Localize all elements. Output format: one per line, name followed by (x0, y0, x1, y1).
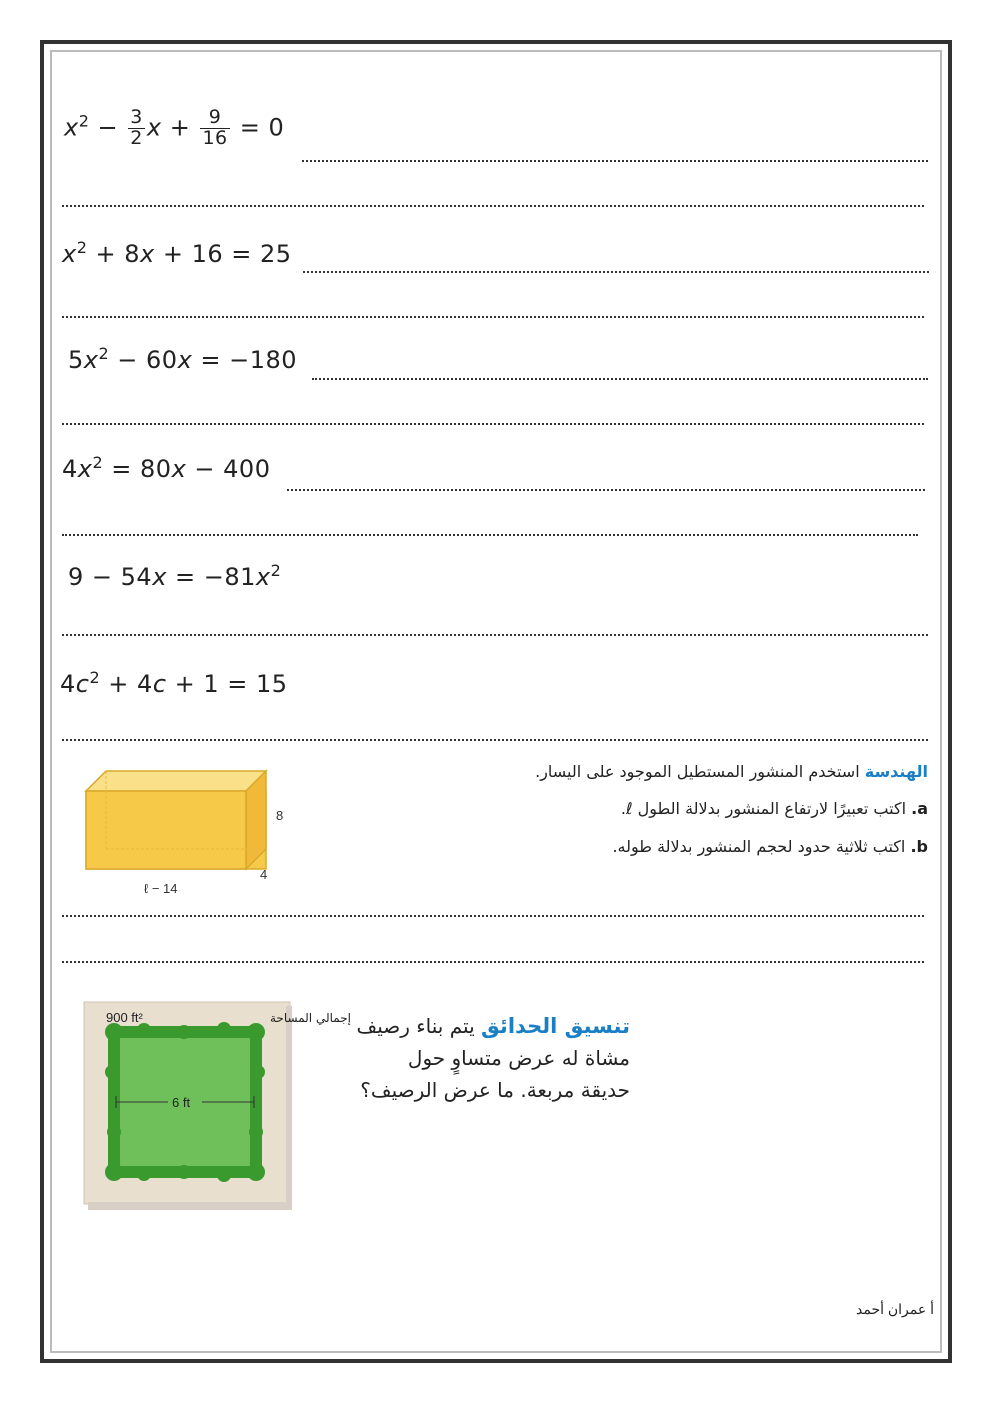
answer-line[interactable] (302, 160, 928, 162)
inner-width-label: 6 ft (172, 1095, 191, 1110)
total-area-value: 900 ft² (106, 1010, 143, 1025)
equation-6: $4c^2 + 4c + 1 = 15$ (60, 668, 288, 698)
answer-line[interactable] (303, 271, 929, 273)
garden-line-3: حديقة مربعة. ما عرض الرصيف؟ (360, 1078, 630, 1102)
answer-line[interactable] (62, 739, 928, 741)
garden-line-2: مشاة له عرض متساوٍ حول (407, 1046, 630, 1070)
garden-line-1: تنسيق الحدائق يتم بناء رصيف (356, 1014, 630, 1038)
answer-line[interactable] (62, 915, 924, 917)
answer-line[interactable] (62, 961, 924, 963)
answer-line[interactable] (287, 489, 925, 491)
geometry-problem-title: الهندسة (864, 762, 928, 781)
answer-line[interactable] (62, 316, 924, 318)
prism-height-label: 8 (276, 808, 284, 823)
equation-3: $5x^2 - 60x = -180$ (68, 344, 298, 374)
author-name: أ عمران أحمد (856, 1301, 934, 1317)
equation-1: $x^2$ − $\frac{3}{2}$ x + $\frac{9}{16}$ = 0 (64, 106, 285, 149)
prism-depth-label: 4 (260, 867, 268, 882)
equation-5: $9 - 54x = -81x^2$ (68, 561, 282, 591)
fraction-9-over-16: $\frac{9}{16}$ (202, 106, 228, 149)
geometry-part-a: a. اكتب تعبيرًا لارتفاع المنشور بدلالة الطول ℓ. (620, 799, 928, 818)
prism-length-label: ℓ − 14 (144, 881, 178, 896)
garden-figure (84, 1002, 351, 1210)
answer-line[interactable] (62, 205, 924, 207)
equation-4: $4x^2 = 80x - 400$ (62, 453, 271, 483)
answer-line[interactable] (62, 423, 924, 425)
garden-problem-title: تنسيق الحدائق (481, 1014, 630, 1038)
geometry-part-b: b. اكتب ثلاثية حدود لحجم المنشور بدلالة طوله. (612, 837, 928, 856)
answer-line[interactable] (312, 378, 928, 380)
answer-line[interactable] (62, 634, 928, 636)
prism-shape (86, 771, 266, 869)
answer-line[interactable] (62, 534, 918, 536)
geometry-problem-intro: الهندسة استخدم المنشور المستطيل الموجود على اليسار. (535, 762, 928, 781)
total-area-label: إجمالي المساحة (270, 1011, 351, 1025)
equation-2: $x^2 + 8x + 16 = 25$ (62, 238, 292, 268)
fraction-3-over-2: $\frac{3}{2}$ (130, 106, 143, 149)
rectangular-prism-figure (80, 765, 290, 896)
